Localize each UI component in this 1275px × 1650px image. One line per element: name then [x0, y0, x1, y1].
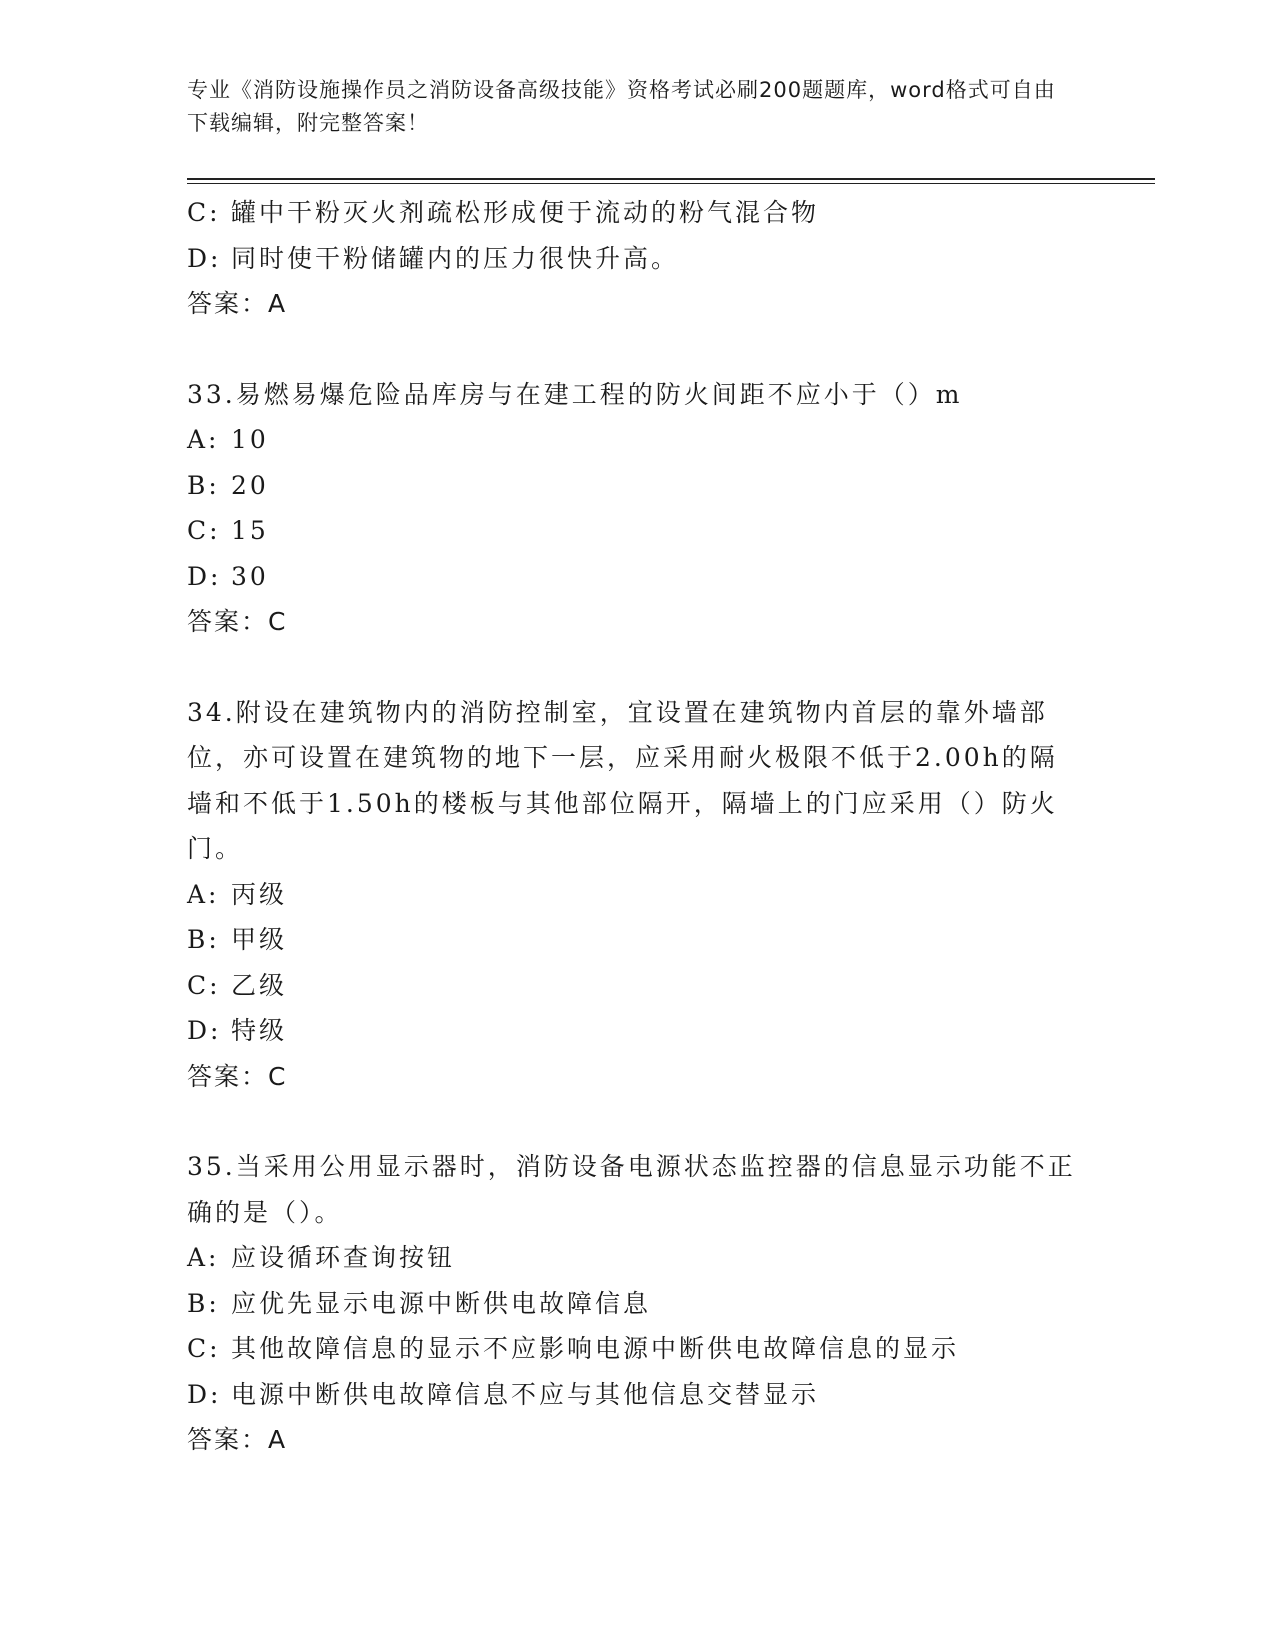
header-divider-thick: [187, 178, 1155, 180]
document-header: 专业《消防设施操作员之消防设备高级技能》资格考试必刷200题题库，word格式可自由下载编辑，附完整答案！: [187, 78, 1056, 135]
question-carryover: [187, 190, 1087, 327]
header-divider-thin: [187, 183, 1155, 184]
option-d: D: 同时使干粉储罐内的压力很快升高。: [187, 243, 680, 273]
question-34: [187, 690, 1087, 1100]
option-b: B: 甲级: [187, 925, 288, 954]
option-a: A: 10: [187, 425, 269, 454]
option-c: C: 罐中干粉灭火剂疏松形成便于流动的粉气混合物: [187, 198, 820, 227]
answer-line: 答案：A: [187, 289, 288, 318]
option-c: C: 其他故障信息的显示不应影响电源中断供电故障信息的显示: [187, 1334, 960, 1363]
question-33: [187, 372, 1087, 645]
option-c: C: 15: [187, 516, 269, 545]
option-d: D: 30: [187, 561, 269, 591]
question-text: 34.附设在建筑物内的消防控制室，宜设置在建筑物内首层的靠外墙部位，亦可设置在建筑物的地下一层，应采用耐火极限不低于2.00h的隔墙和不低于1.50h的楼板与其他部位隔开，隔墙上的门应采用（）防火门。: [187, 697, 1058, 863]
option-d: D: 电源中断供电故障信息不应与其他信息交替显示: [187, 1379, 820, 1409]
question-list: [187, 190, 1087, 1463]
option-b: B: 应优先显示电源中断供电故障信息: [187, 1288, 652, 1318]
question-35: [187, 1144, 1087, 1463]
answer-line: 答案：C: [187, 607, 288, 636]
answer-line: 答案：C: [187, 1061, 288, 1091]
question-text: 33.易燃易爆危险品库房与在建工程的防火间距不应小于（）m: [187, 379, 963, 409]
question-text: 35.当采用公用显示器时，消防设备电源状态监控器的信息显示功能不正确的是（）。: [187, 1152, 1076, 1227]
option-a: A: 丙级: [187, 879, 288, 909]
option-c: C: 乙级: [187, 970, 288, 1000]
option-a: A: 应设循环查询按钮: [187, 1243, 456, 1272]
answer-line: 答案：A: [187, 1425, 288, 1454]
option-b: B: 20: [187, 470, 269, 500]
option-d: D: 特级: [187, 1016, 288, 1045]
